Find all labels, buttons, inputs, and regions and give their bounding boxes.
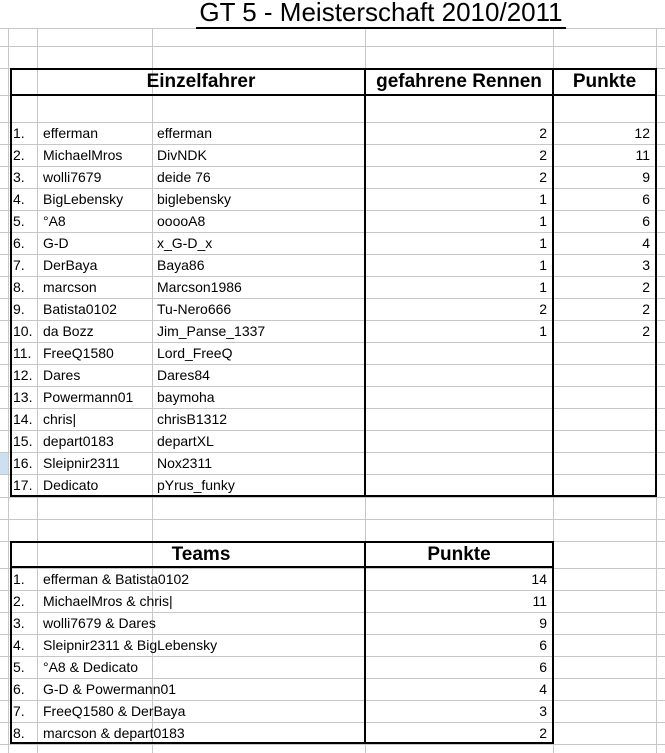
rank-cell[interactable]: 3. xyxy=(13,615,25,631)
gridline xyxy=(0,46,665,47)
points-cell[interactable] xyxy=(558,408,650,430)
gridline xyxy=(0,744,665,745)
table-row xyxy=(0,568,665,590)
header-punkte[interactable]: Punkte xyxy=(572,71,637,92)
points-cell[interactable] xyxy=(558,430,650,452)
points-cell[interactable]: 2 xyxy=(642,323,650,339)
driver-name-cell[interactable]: depart0183 xyxy=(43,433,114,449)
races-cell[interactable]: 1 xyxy=(539,235,547,251)
table-row xyxy=(0,144,665,166)
rank-cell[interactable]: 8. xyxy=(13,279,25,295)
rank-cell[interactable]: 4. xyxy=(13,637,25,653)
table-row xyxy=(0,386,665,408)
psn-name-cell[interactable]: Jim_Panse_1337 xyxy=(157,323,266,339)
points-cell[interactable]: 3 xyxy=(539,703,547,719)
points-cell[interactable]: 9 xyxy=(539,615,547,631)
points-cell[interactable] xyxy=(558,452,650,474)
rank-cell[interactable]: 8. xyxy=(13,725,25,741)
team-name-cell[interactable]: FreeQ1580 & DerBaya xyxy=(43,703,186,719)
table-row xyxy=(0,408,665,430)
header-teams-punkte[interactable]: Punkte xyxy=(427,544,491,565)
table-row xyxy=(0,722,665,744)
points-cell[interactable]: 6 xyxy=(642,213,650,229)
psn-name-cell[interactable]: efferman xyxy=(157,125,212,141)
rank-cell[interactable]: 5. xyxy=(13,213,25,229)
psn-name-cell[interactable]: Lord_FreeQ xyxy=(157,345,233,361)
races-cell[interactable]: 1 xyxy=(539,279,547,295)
points-cell[interactable]: 4 xyxy=(539,681,547,697)
rank-cell[interactable]: 10. xyxy=(13,323,33,339)
psn-name-cell[interactable]: Baya86 xyxy=(157,257,205,273)
table-row xyxy=(0,342,665,364)
psn-name-cell[interactable]: DivNDK xyxy=(157,147,207,163)
races-cell[interactable]: 2 xyxy=(539,169,547,185)
gridline xyxy=(0,497,665,498)
table-row xyxy=(0,452,665,474)
points-cell[interactable]: 6 xyxy=(642,191,650,207)
table-row xyxy=(0,122,665,144)
points-cell[interactable]: 4 xyxy=(642,235,650,251)
psn-name-cell[interactable]: ooooA8 xyxy=(157,213,206,229)
table-row xyxy=(0,298,665,320)
races-cell[interactable]: 2 xyxy=(539,147,547,163)
races-cell[interactable]: 1 xyxy=(539,213,547,229)
psn-name-cell[interactable]: departXL xyxy=(157,433,214,449)
team-name-cell[interactable]: efferman & Batista0102 xyxy=(43,571,190,587)
rank-cell[interactable]: 17. xyxy=(13,477,33,493)
races-cell[interactable]: 2 xyxy=(539,301,547,317)
einzelfahrer-table xyxy=(0,122,665,496)
rank-cell[interactable]: 15. xyxy=(13,433,33,449)
table-row xyxy=(0,320,665,342)
points-cell[interactable]: 11 xyxy=(532,593,547,609)
rank-cell[interactable]: 4. xyxy=(13,191,25,207)
team-name-cell[interactable]: G-D & Powermann01 xyxy=(43,681,177,697)
rank-cell[interactable]: 16. xyxy=(13,455,33,471)
points-cell[interactable]: 14 xyxy=(531,571,547,587)
races-cell[interactable] xyxy=(380,430,547,452)
races-cell[interactable] xyxy=(380,408,547,430)
driver-name-cell[interactable]: wolli7679 xyxy=(43,169,102,185)
driver-name-cell[interactable]: Sleipnir2311 xyxy=(43,455,120,471)
rank-cell[interactable]: 6. xyxy=(13,235,25,251)
points-cell[interactable]: 2 xyxy=(642,301,650,317)
points-cell[interactable]: 6 xyxy=(539,659,547,675)
races-cell[interactable] xyxy=(380,342,547,364)
driver-name-cell[interactable]: marcson xyxy=(43,279,97,295)
rank-cell[interactable]: 13. xyxy=(13,389,33,405)
team-name-cell[interactable]: wolli7679 & Dares xyxy=(43,615,156,631)
psn-name-cell[interactable]: biglebensky xyxy=(157,191,231,207)
rank-cell[interactable]: 11. xyxy=(13,345,32,361)
races-cell[interactable] xyxy=(380,452,547,474)
table-row xyxy=(0,612,665,634)
rank-cell[interactable]: 7. xyxy=(13,703,25,719)
points-cell[interactable] xyxy=(558,386,650,408)
psn-name-cell[interactable]: pYrus_funky xyxy=(157,477,235,493)
driver-name-cell[interactable]: BigLebensky xyxy=(43,191,124,207)
psn-name-cell[interactable]: x_G-D_x xyxy=(157,235,213,251)
table-row xyxy=(0,700,665,722)
driver-name-cell[interactable]: MichaelMros xyxy=(43,147,123,163)
psn-name-cell[interactable]: baymoha xyxy=(157,389,215,405)
table-row xyxy=(0,474,665,496)
driver-name-cell[interactable]: G-D xyxy=(43,235,69,251)
rank-cell[interactable]: 2. xyxy=(13,593,25,609)
team-name-cell[interactable]: Sleipnir2311 & BigLebensky xyxy=(43,637,218,653)
races-cell[interactable] xyxy=(380,474,547,496)
driver-name-cell[interactable]: chris| xyxy=(43,411,77,427)
psn-name-cell[interactable]: Nox2311 xyxy=(157,455,213,471)
page-title[interactable]: GT 5 - Meisterschaft 2010/2011 xyxy=(161,0,601,27)
rank-cell[interactable]: 14. xyxy=(13,411,33,427)
header-einzelfahrer[interactable]: Einzelfahrer xyxy=(146,71,256,92)
rank-cell[interactable]: 6. xyxy=(13,681,25,697)
driver-name-cell[interactable]: efferman xyxy=(43,125,98,141)
table-row xyxy=(0,188,665,210)
table-row xyxy=(0,656,665,678)
races-cell[interactable]: 1 xyxy=(539,191,547,207)
header-teams[interactable]: Teams xyxy=(171,544,231,565)
psn-name-cell[interactable]: Dares84 xyxy=(157,367,210,383)
team-name-cell[interactable]: °A8 & Dedicato xyxy=(43,659,139,675)
teams-table xyxy=(0,568,665,744)
gridline xyxy=(0,519,665,520)
driver-name-cell[interactable]: FreeQ1580 xyxy=(43,345,114,361)
table-row xyxy=(0,364,665,386)
rank-cell[interactable]: 1. xyxy=(13,125,25,141)
points-cell[interactable] xyxy=(558,342,650,364)
table-row xyxy=(0,430,665,452)
driver-name-cell[interactable]: °A8 xyxy=(43,213,66,229)
table1-header-separator xyxy=(10,94,657,96)
points-cell[interactable]: 2 xyxy=(642,279,650,295)
psn-name-cell[interactable]: Marcson1986 xyxy=(157,279,242,295)
psn-name-cell[interactable]: chrisB1312 xyxy=(157,411,228,427)
races-cell[interactable]: 2 xyxy=(539,125,547,141)
points-cell[interactable]: 12 xyxy=(634,125,650,141)
points-cell[interactable]: 9 xyxy=(642,169,650,185)
rank-cell[interactable]: 2. xyxy=(13,147,25,163)
races-cell[interactable]: 1 xyxy=(539,323,547,339)
table-row xyxy=(0,166,665,188)
table-row xyxy=(0,276,665,298)
psn-name-cell[interactable]: deide 76 xyxy=(157,169,211,185)
points-cell[interactable]: 3 xyxy=(642,257,650,273)
driver-name-cell[interactable]: Dedicato xyxy=(43,477,99,493)
driver-name-cell[interactable]: Batista0102 xyxy=(43,301,117,317)
rank-cell[interactable]: 9. xyxy=(13,301,25,317)
table-row xyxy=(0,678,665,700)
table-row xyxy=(0,232,665,254)
races-cell[interactable]: 1 xyxy=(539,257,547,273)
rank-cell[interactable]: 7. xyxy=(13,257,25,273)
driver-name-cell[interactable]: DerBaya xyxy=(43,257,98,273)
header-gefahrene-rennen[interactable]: gefahrene Rennen xyxy=(376,71,542,92)
driver-name-cell[interactable]: Powermann01 xyxy=(43,389,134,405)
points-cell[interactable]: 2 xyxy=(539,725,547,741)
rank-cell[interactable]: 1. xyxy=(13,571,25,587)
points-cell[interactable] xyxy=(558,364,650,386)
rank-cell[interactable]: 3. xyxy=(13,169,25,185)
races-cell[interactable] xyxy=(380,364,547,386)
table-row xyxy=(0,210,665,232)
rank-cell[interactable]: 12. xyxy=(13,367,33,383)
driver-name-cell[interactable]: Dares xyxy=(43,367,81,383)
table-row xyxy=(0,590,665,612)
races-cell[interactable] xyxy=(380,386,547,408)
rank-cell[interactable]: 5. xyxy=(13,659,25,675)
team-name-cell[interactable]: marcson & depart0183 xyxy=(43,725,185,741)
points-cell[interactable]: 6 xyxy=(539,637,547,653)
driver-name-cell[interactable]: da Bozz xyxy=(43,323,94,339)
points-cell[interactable] xyxy=(558,474,650,496)
points-cell[interactable]: 11 xyxy=(635,147,650,163)
table-row xyxy=(0,254,665,276)
psn-name-cell[interactable]: Tu-Nero666 xyxy=(157,301,232,317)
team-name-cell[interactable]: MichaelMros & chris| xyxy=(43,593,173,609)
table-row xyxy=(0,634,665,656)
